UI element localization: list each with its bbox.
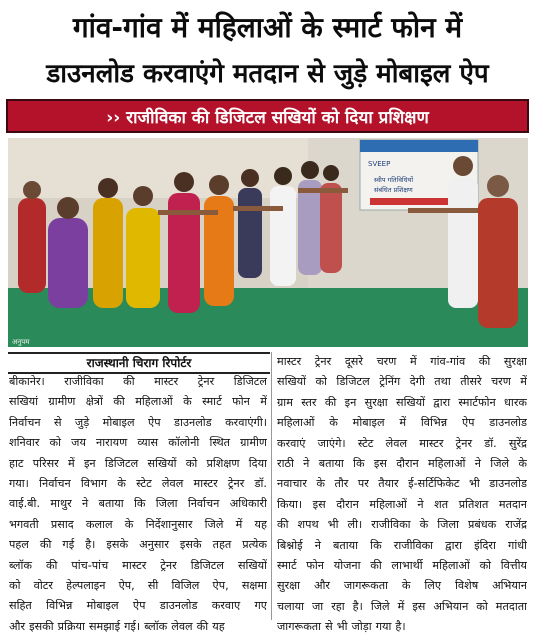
article-column-1 [9,372,267,637]
article-line: ग्राम स्तर की इन सुरक्षा सखियों द्वारा स्मार्टफोन धारक [277,395,527,409]
article-column-2 [277,352,527,638]
article-line: की शपथ भी ली। राजीविका के जिला प्रबंधक राजेंद्र [277,518,527,532]
banner-logo: SVEEP [368,160,391,168]
article-line: भगवती प्रसाद कलाल के निर्देशानुसार जिले में यह [9,517,267,531]
subheadline: ›› राजीविका की डिजिटल सखियों को दिया प्रशिक्षण [106,107,429,128]
article-line: राठी ने बताया कि इस दौरान महिलाओं ने जिले के [277,457,527,471]
headline [0,4,535,98]
article-line: बिश्नोई ने बताया कि राजीविका द्वारा इंदिरा गांधी [277,538,527,552]
article-line: किया। इस दौरान महिलाओं ने शत प्रतिशत मतदान [277,497,527,511]
article-line: हाट परिसर में इन डिजिटल सखियों को प्रशिक्षण दिया [9,456,267,470]
article-line: पहल की गई है। इसके अनुसार इसके तहत प्रत्येक [9,538,267,552]
byline: राजस्थानी चिराग रिपोर्टर [8,352,270,374]
article-line: बीकानेर। राजीविका की मास्टर ट्रेनर डिजिटल [9,375,267,388]
article-line: सखियों को डिजिटल ट्रेनिंग देगी तथा तीसरे चरण में [277,375,527,389]
article-line: सखियां ग्रामीण क्षेत्रों की महिलाओं के स्मार्ट फोन में [9,395,267,409]
svg-text:स्वीप गतिविधियों: स्वीप गतिविधियों [374,176,414,184]
article-line: जागरूकता से भी जोड़ा गया है। [277,620,406,634]
article-line: गया। निर्वाचन विभाग के स्टेट लेवल मास्टर ट्रेनर डॉ. [9,477,267,491]
subheadline-bar [6,99,529,133]
headline-line-1: गांव-गांव में महिलाओं के स्मार्ट फोन में [72,11,463,44]
article-line: निर्वाचन से जुड़े मोबाइल ऐप डाउनलोड करवाएंगी। [9,415,267,429]
article-line: सहित विभिन्न मोबाइल ऐप डाउनलोड करवाए गए [9,599,267,613]
article-line: और इसकी प्रक्रिया समझाई गई। ब्लॉक लेवल की यह [9,619,225,633]
headline-line-2: डाउनलोड करवाएंगे मतदान से जुड़े मोबाइल ऐप [46,59,489,89]
article-line: को वोटर हेल्पलाइन ऐप, सी विजिल ऐप, सक्षमा [9,579,267,593]
article-line: नवाचार के तौर पर तैयार ई-सर्टिफिकेट भी डाउनलोड [277,477,527,491]
article-line: वाई.बी. माथुर ने बताया कि जिला निर्वाचन अधिकारी [9,497,267,511]
article-line: करवाएं जाएंगे। स्टेट लेवल मास्टर ट्रेनर डॉ. सुरेंद्र [277,436,527,450]
article-line: ब्लॉक की पांच-पांच मास्टर ट्रेनर डिजिटल सखियों [9,558,267,572]
svg-text:संबंधित प्रशिक्षण: संबंधित प्रशिक्षण [374,186,413,194]
photo-credit: अनुपम [12,338,30,346]
article-line: सुरक्षा और जागरूकता के लिए विशेष अभियान [277,579,527,593]
article-line: महिलाओं के मोबाइल में विभिन्न ऐप डाउनलोड [277,416,527,430]
column-divider [271,352,272,620]
article-line: मास्टर ट्रेनर दूसरे चरण में गांव-गांव की सुरक्षा [277,355,527,368]
article-line: शनिवार को जय नारायण व्यास कॉलोनी स्थित ग्रामीण [9,436,267,450]
article-line: स्मार्ट फोन योजना की लाभार्थी महिलाओं को वित्तीय [277,559,527,573]
news-photo [8,138,528,347]
training-photo-illustration [8,138,528,347]
article-line: चलाया जा रहा है। जिले में इस अभियान को मतदाता [277,599,527,613]
